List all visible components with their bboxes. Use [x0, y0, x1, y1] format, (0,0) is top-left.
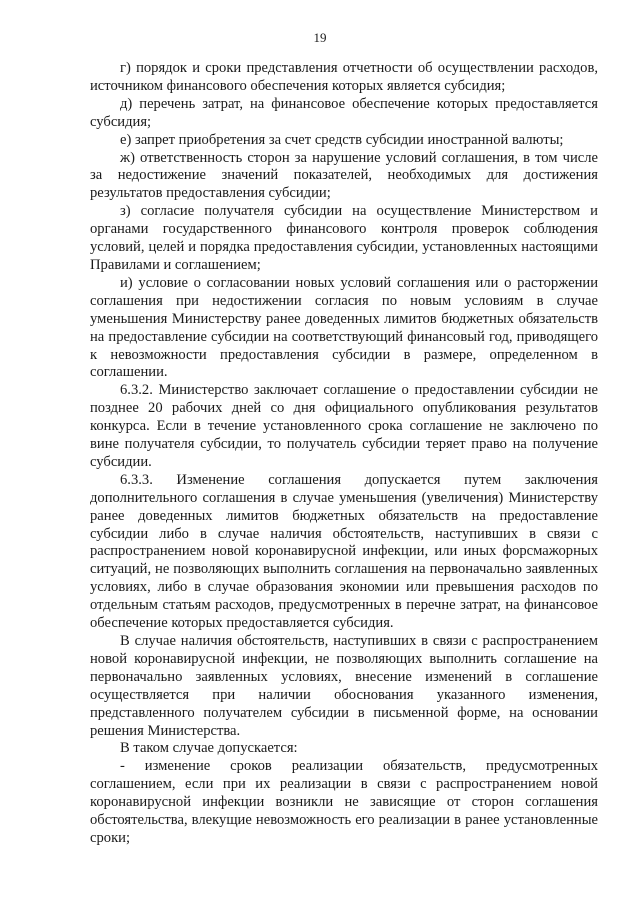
paragraph-item-z: з) согласие получателя субсидии на осуществление Министерством и органами государственного финансового контроля проверок соблюдения условий, целей и порядка предоставления субсидии, установленных настоящими Правилами и соглашением; — [90, 203, 598, 273]
paragraph-item-zh: ж) ответственность сторон за нарушение условий соглашения, в том числе за недостижение значений показателей, необходимых для достижения результатов предоставления субсидии; — [90, 149, 598, 202]
page-number: 19 — [313, 30, 327, 45]
paragraph-item-g: г) порядок и сроки представления отчетности об осуществлении расходов, источником финансового обеспечения которых является субсидия; — [90, 60, 598, 94]
paragraph-6-3-2: 6.3.2. Министерство заключает соглашение о предоставлении субсидии не позднее 20 рабочих дней со дня официального опубликования результатов конкурса. Если в течение установленного срока соглашение не заключено по вине получателя субсидии, то получатель субсидии теряет право на получение субсидии. — [90, 382, 598, 470]
document-body — [90, 60, 598, 848]
paragraph-covid-case: В случае наличия обстоятельств, наступивших в связи с распространением новой коронавирусной инфекции, не позволяющих выполнить соглашение на первоначально заявленных условиях, внесение изменений в соглашение осуществляется при наличии обоснования указанного изменения, представленного получателем субсидии в письменной форме, на основании решения Министерства. — [90, 633, 598, 739]
paragraph-item-e: е) запрет приобретения за счет средств субсидии иностранной валюты; — [120, 131, 564, 148]
paragraph-item-i: и) условие о согласовании новых условий соглашения или о расторжении соглашения при недостижении согласия по новым условиям в случае уменьшения Министерству ранее доведенных лимитов бюджетных обязательств на предоставление субсидии на соответствующий финансовый год, приводящего к невозможности предоставления субсидии в размере, определенном в соглашении. — [90, 274, 598, 381]
paragraph-allowed-intro: В таком случае допускается: — [120, 740, 298, 757]
paragraph-6-3-3: 6.3.3. Изменение соглашения допускается путем заключения дополнительного соглашения в случае уменьшения (увеличения) Министерству ранее доведенных лимитов бюджетных обязательств на предоставление субсидии либо в случае наличия обстоятельств, наступивших в связи с распространением новой коронавирусной инфекции, или иных форсмажорных ситуаций, не позволяющих выполнить соглашения на первоначально заявленных условиях, либо в случае образования экономии или превышения расходов по отдельным статьям расходов, предусмотренных в перечне затрат, на финансовое обеспечение которых предоставляется субсидия. — [90, 471, 598, 632]
paragraph-item-d: д) перечень затрат, на финансовое обеспечение которых предоставляется субсидия; — [90, 95, 598, 130]
paragraph-deadline-change: - изменение сроков реализации обязательств, предусмотренных соглашением, если при их реализации в связи с распространением новой коронавирусной инфекции возникли не зависящие от сторон соглашения обстоятельства, влекущие невозможность его реализации в ранее установленные сроки; — [90, 758, 598, 846]
